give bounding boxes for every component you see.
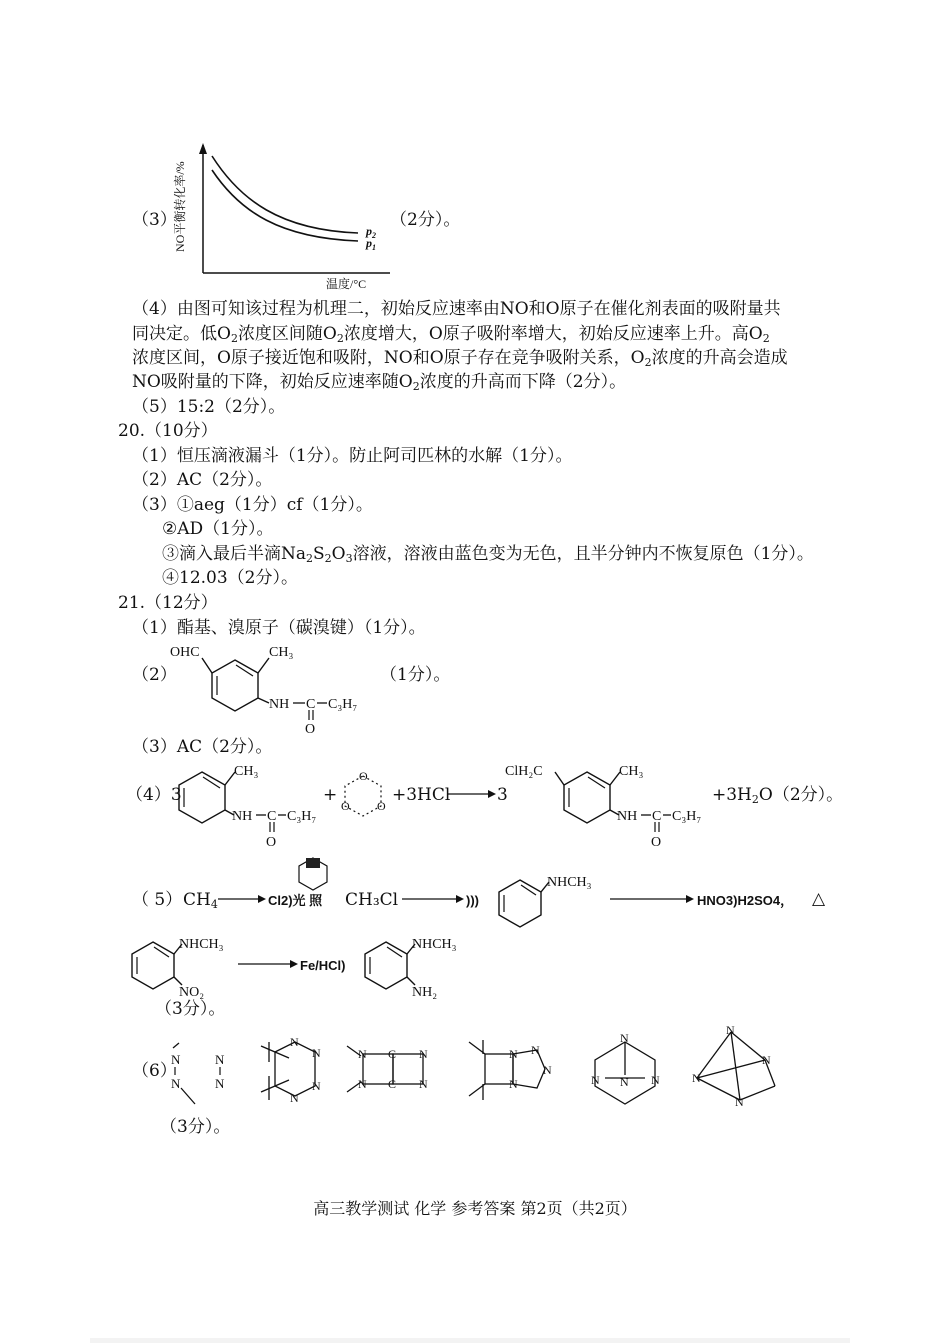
q21-p4-hcl: +3HCl [392,785,451,805]
svg-text:N: N [735,1095,744,1109]
curve-p1-label: $p_1$ [366,236,376,252]
svg-text:N: N [762,1053,771,1067]
svg-text:N: N [419,1047,428,1061]
svg-text:N: N [509,1077,518,1091]
svg-text:N: N [531,1043,540,1057]
q21-p5-label: （ 5） [132,890,183,910]
scan-edge [90,1338,850,1343]
q20-p3-3: ③滴入最后半滴$Na_2S_2O_3$溶液，溶液由蓝色变为无色，且半分钟内不恢复原色（1分）。 [162,544,814,565]
q21-p5-score: （3分）。 [155,999,226,1019]
svg-text:N: N [171,1052,181,1067]
isomer-2 [261,1042,315,1100]
svg-text:N: N [591,1073,600,1087]
svg-text:N: N [620,1075,629,1089]
q21-p4-coef: 3 [497,785,508,805]
svg-text:N: N [312,1079,321,1093]
q21-p6-score: （3分）。 [160,1117,231,1137]
svg-text:N: N [290,1035,299,1049]
svg-text:C: C [267,809,277,824]
svg-text:O: O [651,835,662,850]
svg-text:N: N [171,1076,181,1091]
svg-text:N: N [358,1047,367,1061]
q21-p5-ch3cl: CH₃Cl [345,890,399,910]
q21-p5-cond3: HNO3)H2SO4， [697,893,794,908]
c3h7-label: C₃H₇ [328,697,358,712]
q21-p2-score: （1分）。 [380,665,451,685]
isomer-1 [171,1043,225,1104]
diamine-product [358,930,478,1000]
q21-p5-cond4: Fe/HCl) [300,958,346,973]
svg-text:NO₂: NO₂ [179,985,205,1000]
q21-p3: （3）AC（2分）。 [132,737,273,757]
svg-text:NHCH₃: NHCH₃ [547,875,592,890]
carbonyl-o: O [305,722,316,737]
page-footer: 高三教学测试 化学 参考答案 第2页（共2页） [313,1199,637,1218]
q20-p3-2: ②AD（1分）。 [162,519,274,539]
q19-p3-label: （3） [132,210,177,230]
svg-text:N: N [651,1073,660,1087]
q19-p3-score: （2分）。 [390,210,461,230]
q19-p4-line3: 浓度区间，O原子接近饱和吸附，NO和O原子存在竞争吸附关系，$O_2$浓度的升高会造成 [132,348,788,369]
q21-p5-ch4: $CH_4$ [183,890,218,911]
svg-text:ClH₂C: ClH₂C [505,764,543,779]
svg-text:NH: NH [617,809,638,824]
svg-text:C₃H₇: C₃H₇ [287,809,317,824]
svg-text:N: N [312,1046,321,1060]
svg-text:C: C [652,809,662,824]
svg-text:O: O [266,835,277,850]
svg-text:NH: NH [232,809,253,824]
q21-header: 21.（12分） [118,593,218,613]
svg-text:O: O [359,769,368,783]
q21-p4-plus: + [323,785,338,805]
svg-text:N: N [726,1023,735,1037]
q21-p5-cond2: ))) [466,893,479,908]
q19-p4-line2: 同决定。低$O_2$浓度区间随$O_2$浓度增大，O原子吸附率增大，初始反应速率上升。高$O_2$ [132,324,770,345]
svg-text:N: N [620,1031,629,1045]
svg-text:NHCH₃: NHCH₃ [179,937,224,952]
isomer-5 [595,1042,655,1104]
curve-p2-label: $p_2$ [366,224,376,240]
q19-p4-line1: （4）由图可知该过程为机理二，初始反应速率由NO和O原子在催化剂表面的吸附量共 [132,299,781,319]
svg-text:N: N [290,1091,299,1105]
svg-text:N: N [215,1076,225,1091]
svg-text:N: N [215,1052,225,1067]
q21-p4-water: $+3H_2O(2$分）。 [712,785,844,806]
carbonyl-c: C [306,697,316,712]
q21-p5-cond1: Cl2)光 照 [268,893,323,908]
nh-label: NH [269,697,290,712]
nitro-intermediate [125,930,235,1000]
svg-text:C: C [388,1077,397,1091]
ohc-label: OHC [170,645,200,660]
q21-p2-label: （2） [132,665,177,685]
q20-header: 20.（10分） [118,421,218,441]
svg-text:CH₃: CH₃ [234,764,259,779]
y-axis-label: NO平衡转化率/% [173,161,187,252]
q19-p4-line4: NO吸附量的下降，初始反应速率随$O_2$浓度的升高而下降（2分）。 [132,372,627,393]
svg-text:N: N [358,1077,367,1091]
q20-p3-4: ④12.03（2分）。 [162,568,298,588]
svg-text:N: N [692,1071,701,1085]
ch3-label: CH₃ [269,645,294,660]
svg-text:NHCH₃: NHCH₃ [412,937,457,952]
svg-text:N: N [419,1077,428,1091]
svg-text:C₃H₇: C₃H₇ [672,809,702,824]
svg-text:N: N [543,1063,552,1077]
q21-p6-label: （6） [132,1061,177,1081]
n-methylaniline [495,868,605,928]
q21-p4-label: （4）3 [126,785,182,805]
q19-p5: （5）15:2（2分）。 [132,397,286,417]
q20-p2: （2）AC（2分）。 [132,470,273,490]
svg-text:O: O [341,799,350,813]
svg-text:NH₂: NH₂ [412,985,438,1000]
svg-text:C: C [388,1047,397,1061]
isomer-structures [165,1020,805,1120]
svg-text:O: O [377,799,386,813]
q21-p5-triangle: △ [812,889,826,909]
svg-text:CH₃: CH₃ [619,764,644,779]
x-axis-label: 温度/°C [326,277,367,291]
q21-p1: （1）酯基、溴原子（碳溴键）（1分）。 [132,618,426,638]
q20-p3: （3）①aeg（1分）cf（1分）。 [132,495,373,515]
q20-p1: （1）恒压滴液漏斗（1分）。防止阿司匹林的水解（1分）。 [132,446,573,466]
svg-text:N: N [509,1047,518,1061]
